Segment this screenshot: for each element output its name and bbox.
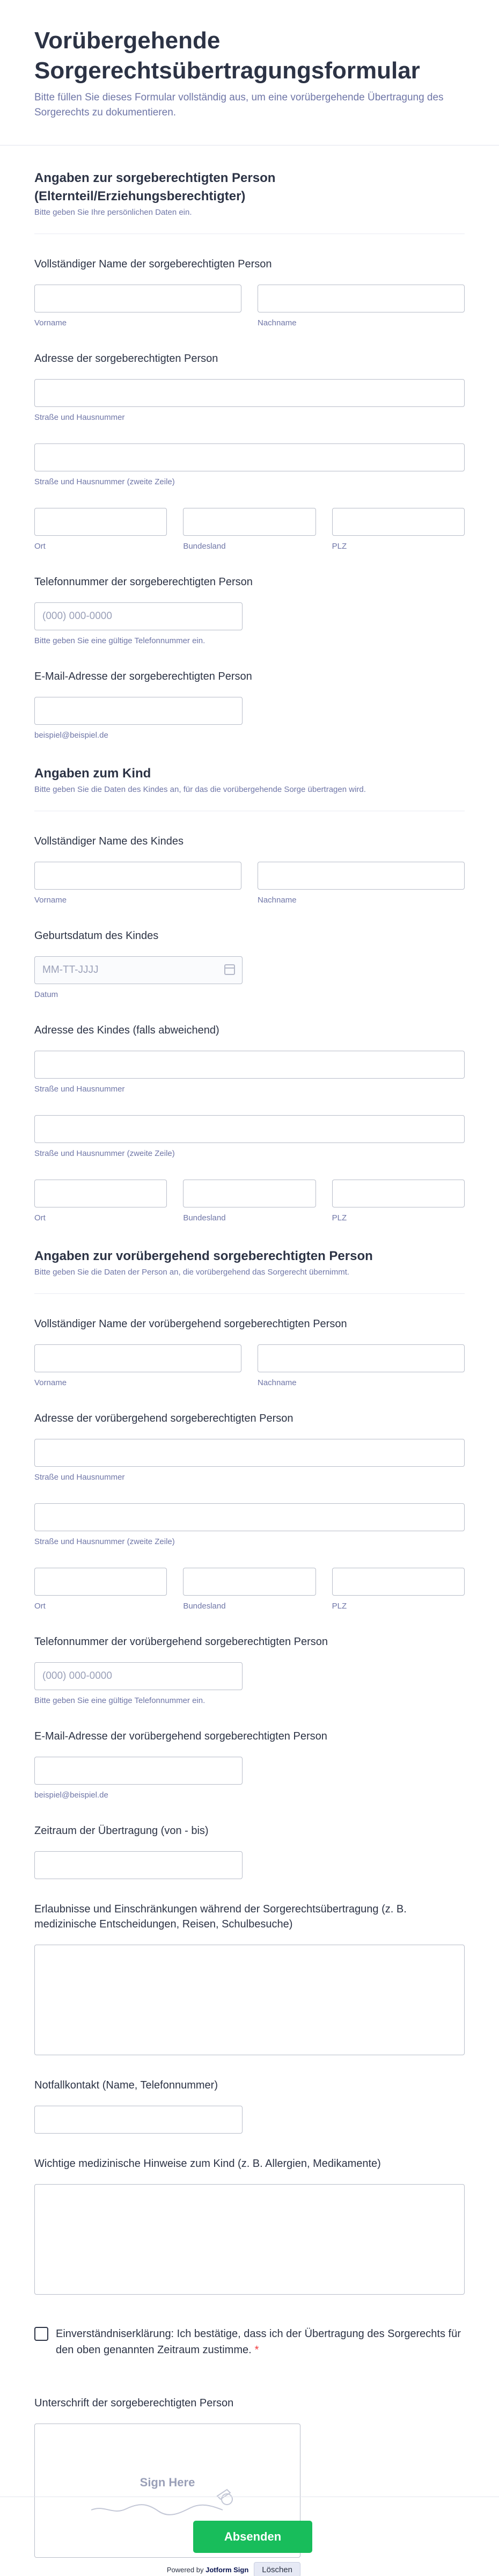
temp-first-name-input[interactable]: [34, 1344, 241, 1372]
field-label: E-Mail-Adresse der vorübergehend sorgeberechtigten Person: [34, 1730, 327, 1742]
sublabel: Bitte geben Sie eine gültige Telefonnummer ein.: [34, 636, 206, 645]
field-label: Geburtsdatum des Kindes: [34, 930, 159, 942]
temp-last-name-input[interactable]: [258, 1344, 465, 1372]
section-header: [34, 765, 465, 811]
consent-label[interactable]: [56, 2326, 465, 2358]
sublabel: Bitte geben Sie eine gültige Telefonnummer ein.: [34, 1696, 206, 1705]
temp-email-field: [34, 1706, 465, 1801]
field-label: Unterschrift der sorgeberechtigten Person: [34, 2397, 234, 2409]
child-street2-input[interactable]: [34, 1115, 465, 1143]
medical-notes-textarea[interactable]: [34, 2184, 465, 2295]
sublabel: Bundesland: [183, 542, 226, 551]
sublabel: Straße und Hausnummer (zweite Zeile): [34, 477, 175, 486]
emergency-contact-input[interactable]: [34, 2106, 243, 2134]
field-label: Vollständiger Name der vorübergehend sorgeberechtigten Person: [34, 1318, 347, 1330]
child-dob-input[interactable]: [34, 956, 243, 984]
sublabel: PLZ: [332, 542, 347, 551]
field-label: Vollständiger Name des Kindes: [34, 835, 184, 847]
guardian-name-field: [34, 234, 465, 329]
consent-field: [34, 2295, 465, 2358]
temp-zip-input[interactable]: [332, 1568, 465, 1596]
permissions-textarea[interactable]: [34, 1945, 465, 2055]
guardian-address-field: [34, 329, 465, 552]
sublabel: Straße und Hausnummer (zweite Zeile): [34, 1537, 175, 1546]
section-title: Angaben zur vorübergehend sorgeberechtigten Person: [34, 1249, 373, 1263]
section-header: [34, 169, 465, 234]
guardian-first-name-input[interactable]: [34, 285, 241, 312]
temp-address-field: [34, 1388, 465, 1612]
field-label: Adresse der sorgeberechtigten Person: [34, 353, 218, 365]
guardian-zip-input[interactable]: [332, 508, 465, 536]
field-label: Telefonnummer der vorübergehend sorgeberechtigten Person: [34, 1636, 328, 1648]
section-subtitle: Bitte geben Sie die Daten des Kindes an, für das die vorübergehende Sorge übertragen wird.: [34, 785, 366, 794]
sublabel: PLZ: [332, 1602, 347, 1611]
powered-prefix: Powered by: [166, 2565, 204, 2574]
period-field: [34, 1801, 465, 1879]
child-city-input[interactable]: [34, 1180, 167, 1207]
sublabel: Vorname: [34, 318, 67, 328]
form-subtitle: Bitte füllen Sie dieses Formular vollständig aus, um eine vorübergehende Übertragung des Sorgerechts zu dokumentieren.: [34, 92, 444, 118]
sublabel: Straße und Hausnummer: [34, 413, 125, 422]
sublabel: Nachname: [258, 1378, 297, 1387]
required-mark: *: [254, 2344, 259, 2356]
sublabel: Bundesland: [183, 1213, 226, 1222]
child-address-field: [34, 1000, 465, 1224]
temp-state-input[interactable]: [183, 1568, 315, 1596]
medical-field: [34, 2134, 465, 2295]
sublabel: Vorname: [34, 1378, 67, 1387]
form-title: Vorübergehende Sorgerechtsübertragungsformular: [34, 27, 420, 84]
child-dob-field: [34, 906, 465, 1000]
submit-area: [0, 2497, 499, 2576]
temp-street2-input[interactable]: [34, 1503, 465, 1531]
sublabel: PLZ: [332, 1213, 347, 1222]
sublabel: beispiel@beispiel.de: [34, 731, 108, 740]
calendar-icon[interactable]: [224, 964, 235, 975]
emergency-field: [34, 2055, 465, 2134]
field-label: Notfallkontakt (Name, Telefonnummer): [34, 2079, 218, 2091]
section-subtitle: Bitte geben Sie die Daten der Person an, die vorübergehend das Sorgerecht übernimmt.: [34, 1268, 350, 1277]
section-title: Angaben zur sorgeberechtigten Person (Elternteil/Erziehungsberechtigter): [34, 171, 276, 203]
field-label: Adresse des Kindes (falls abweichend): [34, 1024, 219, 1036]
section-child: [34, 741, 465, 1224]
sublabel: Datum: [34, 990, 58, 999]
field-label: Wichtige medizinische Hinweise zum Kind (z. B. Allergien, Medikamente): [34, 2158, 381, 2170]
guardian-street-input[interactable]: [34, 379, 465, 407]
field-label: Zeitraum der Übertragung (von - bis): [34, 1825, 209, 1837]
sublabel: Straße und Hausnummer: [34, 1473, 125, 1482]
guardian-phone-input[interactable]: [34, 602, 243, 630]
temp-street-input[interactable]: [34, 1439, 465, 1467]
section-header: [34, 1247, 465, 1294]
sublabel: Nachname: [258, 318, 297, 328]
permissions-field: [34, 1879, 465, 2055]
guardian-state-input[interactable]: [183, 508, 315, 536]
temp-name-field: [34, 1294, 465, 1388]
consent-checkbox[interactable]: [34, 2327, 48, 2341]
sublabel: Ort: [34, 542, 46, 551]
child-state-input[interactable]: [183, 1180, 315, 1207]
sublabel: Nachname: [258, 896, 297, 905]
temp-phone-field: [34, 1612, 465, 1706]
child-street-input[interactable]: [34, 1051, 465, 1079]
child-name-field: [34, 811, 465, 906]
form-content: [0, 145, 499, 2576]
field-label: Telefonnummer der sorgeberechtigten Person: [34, 576, 253, 588]
sublabel: Ort: [34, 1602, 46, 1611]
child-zip-input[interactable]: [332, 1180, 465, 1207]
section-title: Angaben zum Kind: [34, 766, 151, 781]
field-label: E-Mail-Adresse der sorgeberechtigten Person: [34, 671, 252, 682]
guardian-email-field: [34, 646, 465, 741]
section-subtitle: Bitte geben Sie Ihre persönlichen Daten ein.: [34, 208, 192, 217]
guardian-last-name-input[interactable]: [258, 285, 465, 312]
signature-hint: Sign Here: [140, 2476, 195, 2489]
field-label: Erlaubnisse und Einschränkungen während der Sorgerechtsübertragung (z. B. medizinische Entscheidungen, Reisen, Schulbesuche): [34, 1903, 407, 1930]
period-input[interactable]: [34, 1851, 243, 1879]
consent-text: Einverständniserklärung: Ich bestätige, dass ich der Übertragung des Sorgerechts für den oben genannten Zeitraum zustimme.: [56, 2328, 461, 2356]
sublabel: Straße und Hausnummer: [34, 1085, 125, 1094]
temp-city-input[interactable]: [34, 1568, 167, 1596]
submit-button[interactable]: Absenden: [193, 2521, 312, 2553]
sublabel: Bundesland: [183, 1602, 226, 1611]
temp-email-input[interactable]: [34, 1757, 243, 1785]
sublabel: Vorname: [34, 896, 67, 905]
powered-brand: Jotform Sign: [206, 2565, 249, 2574]
temp-phone-input[interactable]: [34, 1662, 243, 1690]
sublabel: beispiel@beispiel.de: [34, 1791, 108, 1800]
guardian-city-input[interactable]: [34, 508, 167, 536]
guardian-phone-field: [34, 552, 465, 646]
guardian-email-input[interactable]: [34, 697, 243, 725]
guardian-street2-input[interactable]: [34, 443, 465, 471]
sublabel: Straße und Hausnummer (zweite Zeile): [34, 1149, 175, 1158]
child-last-name-input[interactable]: [258, 862, 465, 890]
field-label: Adresse der vorübergehend sorgeberechtigten Person: [34, 1413, 293, 1424]
child-first-name-input[interactable]: [34, 862, 241, 890]
sublabel: Ort: [34, 1213, 46, 1222]
section-temp-guardian: [34, 1224, 465, 2576]
section-guardian: [34, 145, 465, 741]
form-header: [0, 0, 499, 145]
clear-signature-button[interactable]: Löschen: [254, 2562, 300, 2576]
field-label: Vollständiger Name der sorgeberechtigten Person: [34, 258, 272, 270]
